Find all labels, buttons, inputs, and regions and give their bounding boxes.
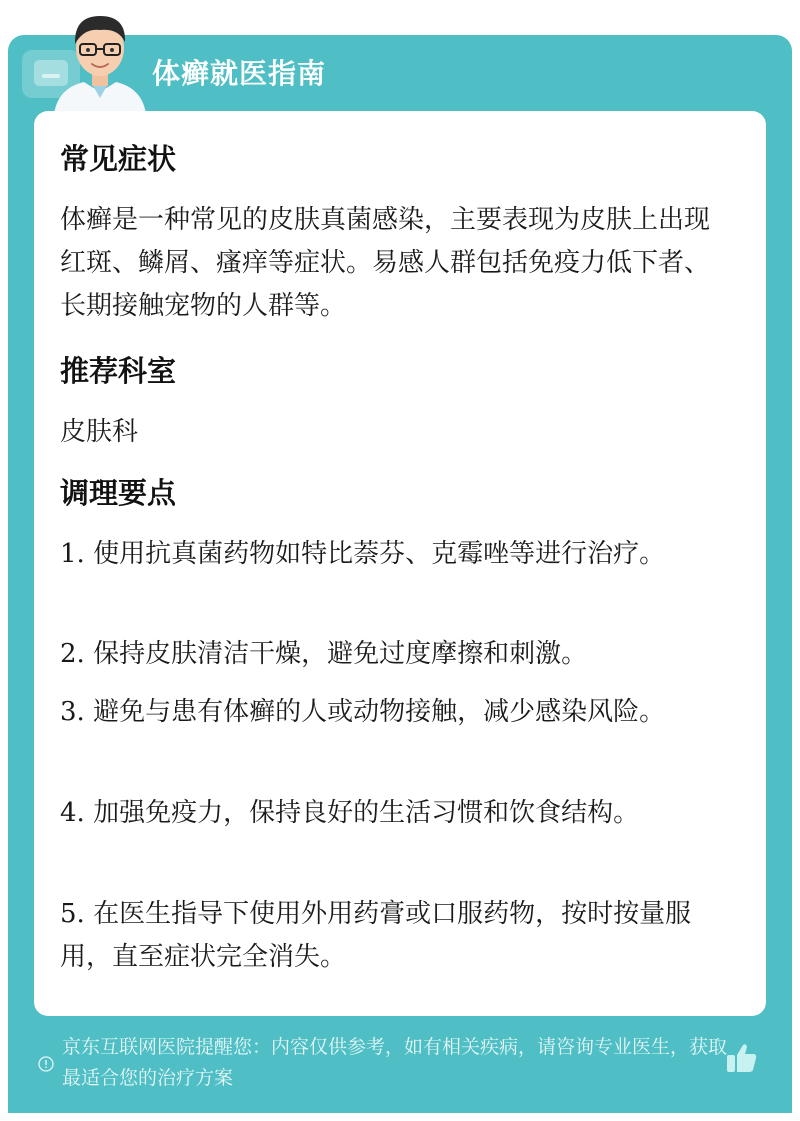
list-item: [60, 893, 730, 979]
section-title-department: 推荐科室: [60, 354, 177, 388]
list-item: [60, 533, 730, 576]
list-item-text: 加强免疫力，保持良好的生活习惯和饮食结构。: [93, 798, 640, 828]
list-item: [60, 633, 730, 676]
footer-disclaimer: [8, 1020, 792, 1113]
list-item-number: 4.: [60, 798, 85, 828]
section-title-symptoms: 常见症状: [60, 142, 177, 176]
list-item: [60, 792, 730, 835]
list-item-text: 保持皮肤清洁干燥，避免过度摩擦和刺激。: [93, 639, 588, 669]
symptoms-text: 体癣是一种常见的皮肤真菌感染，主要表现为皮肤上出现红斑、鳞屑、瘙痒等症状。易感人群包括免疫力低下者、长期接触宠物的人群等。: [60, 205, 711, 321]
list-item: [60, 691, 730, 734]
list-item-number: 2.: [60, 639, 85, 669]
department-text: 皮肤科: [60, 417, 139, 447]
footer-text: 京东互联网医院提醒您：内容仅供参考，如有相关疾病，请咨询专业医生，获取最适合您的治疗方案: [62, 1036, 728, 1089]
content-card: [34, 111, 766, 1016]
list-item-text: 使用抗真菌药物如特比萘芬、克霉唑等进行治疗。: [93, 539, 666, 569]
list-item-number: 5.: [60, 899, 85, 929]
info-icon: [38, 1056, 54, 1072]
list-item-text: 避免与患有体癣的人或动物接触，减少感染风险。: [93, 697, 666, 727]
page-title: 体癣就医指南: [152, 57, 327, 90]
list-item-text: 在医生指导下使用外用药膏或口服药物，按时按量服用，直至症状完全消失。: [60, 899, 692, 972]
doctor-avatar: [44, 6, 156, 114]
list-item-number: 3.: [60, 697, 85, 727]
thumbs-up-icon[interactable]: [724, 1040, 760, 1076]
list-item-number: 1.: [60, 539, 85, 569]
section-title-care: 调理要点: [60, 476, 177, 510]
